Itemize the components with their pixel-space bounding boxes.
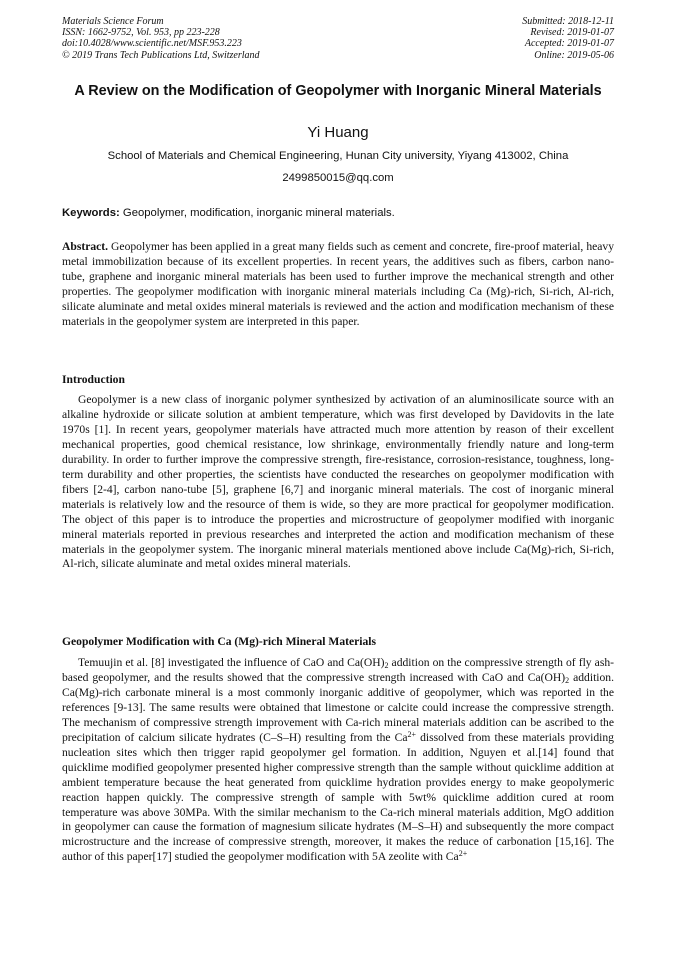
keywords-text: Geopolymer, modification, inorganic mineral materials.: [122, 207, 395, 219]
online-date: Online: 2019-05-06: [534, 49, 614, 61]
revised-date: Revised: 2019-01-07: [530, 27, 614, 39]
section-text-3: addition. Ca(Mg)-rich carbonate mineral is a most commonly inorganic additive of geopolymer, which was reported in the references [9-13]. The same results were obtained that limestone or calcite could increase the compressive strength. The mechanism of compressive strength improvement with Ca-rich mineral materials addition can be ascribed to the precipitation of calcium silicate hydrates (C–S–H) resulting from the Ca: [62, 670, 615, 744]
introduction-text: Geopolymer is a new class of inorganic polymer synthesized by activation of an aluminosilicate source with an alkaline hydroxide or silicate solution at ambient temperature, which was first developed by Davidovits in the late 1970s [1]. In recent years, geopolymer materials have attracted much more attention by reason of their excellent mechanical properties, good chemical resistance, low shrinkage, environmentally friendly nature and long-term durability. In order to further improve the compressive strength, fire-resistance, corrosion-resistance, toughness, long-term durability and other properties, the scientists have conducted the researches on geopolymer modification with fibers [2-4], carbon nano-tube [5], graphene [6,7] and inorganic mineral materials. The cost of inorganic mineral materials is relatively low and the resource of them is wide, so they are more practical for geopolymer modification. The object of this paper is to introduce the properties and microstructure of geopolymer modified with inorganic mineral materials reported in previous researches and interpreted the action and modification mechanism of these materials in the geopolymer system. The inorganic mineral materials mentioned above include Ca(Mg)-rich, Si-rich, Al-rich, silicate aluminate and metal oxides mineral materials.: [62, 393, 614, 571]
journal-name: Materials Science Forum: [62, 16, 164, 27]
abstract-text: Geopolymer has been applied in a great many fields such as cement and concrete, fire-proof material, heavy metal immobilization because of its excellent properties. In recent years, the additives such as fibers, carbon nano-tube, graphene and inorganic mineral materials has been used to further improve the mechanical strength and other properties. The geopolymer modification with inorganic mineral materials including Ca (Mg)-rich, Si-rich, Al-rich, silicate aluminate and metal oxides mineral materials is reviewed and the action and modification mechanism of these materials in the geopolymer system are interpreted in this paper.: [62, 240, 615, 328]
doi-line: doi:10.4028/www.scientific.net/MSF.953.223: [62, 38, 242, 50]
section-text-1: Temuujin et al. [8] investigated the influence of CaO and Ca(OH): [78, 656, 385, 669]
subscript: 2: [565, 675, 570, 685]
author-email: 2499850015@qq.com: [282, 172, 394, 184]
section-heading-ca-mg: Geopolymer Modification with Ca (Mg)-rich Mineral Materials: [62, 635, 377, 648]
superscript: 2+: [407, 729, 417, 739]
subscript: 2: [384, 661, 389, 670]
abstract-label: Abstract.: [62, 240, 109, 253]
author-name: Yi Huang: [307, 124, 369, 141]
introduction-body: [62, 393, 614, 572]
section-paragraph: [62, 656, 614, 865]
submitted-date: Submitted: 2018-12-11: [522, 16, 614, 27]
section-text-4: dissolved from these materials providing nucleation sites which then trigger rapid geopolymer gel formation. In addition, Nguyen et al.[14] found that quicklime modified geopolymer presented higher compressive strength than the sample without quicklime addition at ambient temperature because the heat generated from quicklime hydration provides energy to make geopolymeric reaction happen quickly. The compressive strength of sample with 5wt% quicklime addition cured at room temperature was above 30MPa. With the similar mechanism to the Ca-rich mineral materials addition, MgO addition in geopolymer can cause the formation of magnesium silicate hydrates (M–S–H) and subsequently the more compact microstructure and the increase of compressive strength, moreover, it makes the reduce of carbonation [15,16]. The author of this paper[17] studied the geopolymer modification with 5A zeolite with Ca: [62, 730, 614, 864]
keywords-line: [62, 207, 614, 220]
accepted-date: Accepted: 2019-01-07: [524, 38, 614, 50]
copyright-line: © 2019 Trans Tech Publications Ltd, Switzerland: [62, 49, 260, 61]
author-affiliation: School of Materials and Chemical Engineering, Hunan City university, Yiyang 413002, China: [107, 150, 569, 162]
superscript: 2+: [458, 849, 468, 859]
section-text-2: addition on the compressive strength of fly ash-based geopolymer, and the results showed that the compressive strength increased with CaO and Ca(OH): [62, 656, 614, 684]
publication-dates: [522, 16, 614, 61]
introduction-heading: Introduction: [62, 373, 125, 386]
keywords-label: Keywords:: [62, 207, 120, 219]
abstract: [62, 240, 614, 330]
section-body-ca-mg: [62, 656, 614, 865]
paper-title: A Review on the Modification of Geopolymer with Inorganic Mineral Materials: [74, 83, 602, 99]
issn-line: ISSN: 1662-9752, Vol. 953, pp 223-228: [62, 27, 220, 39]
journal-info: [62, 16, 260, 61]
